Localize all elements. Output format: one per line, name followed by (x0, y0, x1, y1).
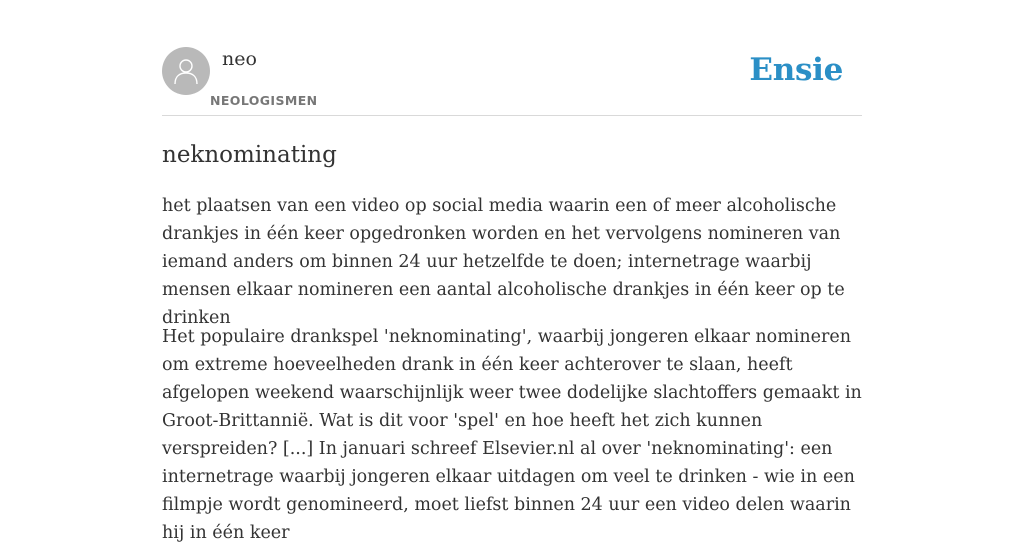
category-label[interactable]: NEOLOGISMEN (210, 93, 318, 108)
entry-card (162, 0, 862, 543)
entry-term: neknominating (162, 142, 337, 168)
author-name[interactable]: neo (222, 48, 257, 70)
entry-example: Het populaire drankspel 'neknominating', waarbij jongeren elkaar nomineren om extreme hoeveelheden drank in één keer achterover te slaan, heeft afgelopen weekend waarschijnlijk weer twee dodelijke slachtoffers gemaakt in Groot-Brittannië. Wat is dit voor 'spel' en hoe heeft het zich kunnen verspreiden? [...] In januari schreef Elsevier.nl al over 'neknominating': een internetrage waarbij jongeren elkaar uitdagen om veel te drinken - wie in een filmpje wordt genomineerd, moet liefst binnen 24 uur een video delen waarin hij in één keer (162, 327, 862, 543)
author-avatar[interactable] (162, 47, 210, 95)
brand-logo[interactable]: Ensie (749, 52, 843, 88)
entry-definition: het plaatsen van een video op social media waarin een of meer alcoholische drankjes in één keer opgedronken worden en het vervolgens nomineren van iemand anders om binnen 24 uur hetzelfde te doen; internetrage waarbij mensen elkaar nomineren een aantal alcoholische drankjes in één keer op te drinken (162, 196, 845, 328)
header-divider (162, 115, 862, 116)
user-silhouette-icon (171, 56, 201, 86)
